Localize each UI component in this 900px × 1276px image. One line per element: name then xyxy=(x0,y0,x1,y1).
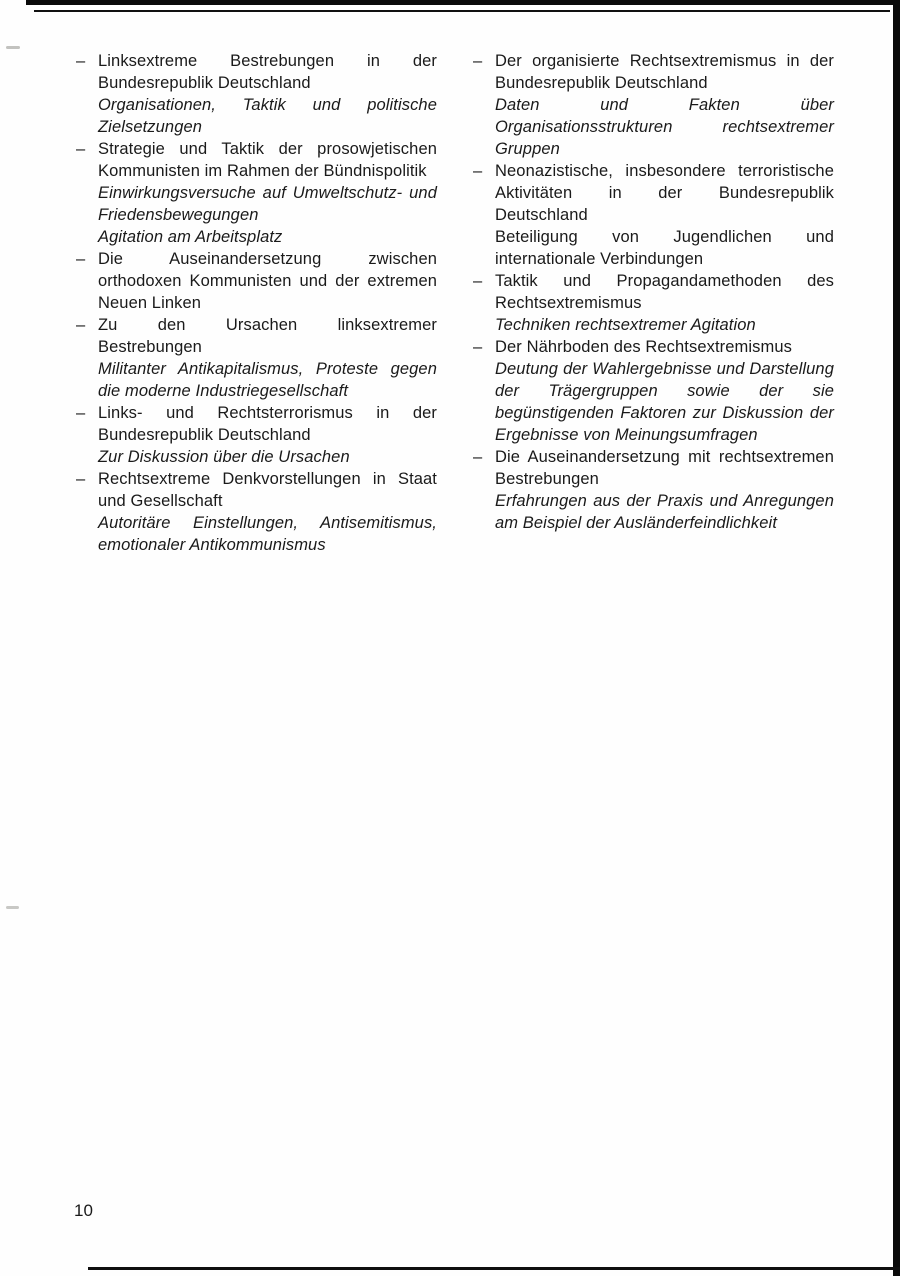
scan-artifact-right-edge xyxy=(893,0,900,1276)
dash-marker: – xyxy=(76,404,86,422)
scan-artifact-top-rule xyxy=(26,0,900,5)
list-item xyxy=(472,446,834,534)
dash-marker: – xyxy=(76,52,86,70)
scan-artifact-bottom-rule xyxy=(88,1267,900,1270)
list-item xyxy=(75,314,437,402)
item-title: Taktik und Propagandamethoden des Rechtsextremismus xyxy=(495,272,834,312)
list-item xyxy=(472,270,834,336)
item-subtitle: Zur Diskussion über die Ursachen xyxy=(98,448,350,466)
item-subtitle: Agitation am Arbeitsplatz xyxy=(98,228,283,246)
item-subtitle: Militanter Antikapitalismus, Proteste gegen die moderne Industriegesellschaft xyxy=(98,360,437,400)
dash-marker: – xyxy=(473,162,483,180)
list-item xyxy=(472,50,834,160)
scan-artifact-top-rule-thin xyxy=(34,10,890,12)
item-title: Neonazistische, insbesondere terroristische Aktivitäten in der Bundesrepublik Deutschland xyxy=(495,162,834,224)
scan-speckle xyxy=(6,906,19,909)
item-subtitle: Erfahrungen aus der Praxis und Anregungen am Beispiel der Ausländerfeindlichkeit xyxy=(495,492,834,532)
list-item xyxy=(75,248,437,314)
left-column xyxy=(75,50,437,556)
item-subtitle: Techniken rechtsextremer Agitation xyxy=(495,316,756,334)
dash-marker: – xyxy=(473,52,483,70)
item-title: Der organisierte Rechtsextremismus in der Bundesrepublik Deutschland xyxy=(495,52,834,92)
item-title: Der Nährboden des Rechtsextremismus xyxy=(495,338,792,356)
item-title: Rechtsextreme Denkvorstellungen in Staat und Gesellschaft xyxy=(98,470,437,510)
list-item xyxy=(75,50,437,138)
list-item xyxy=(472,160,834,270)
item-title: Strategie und Taktik der prosowjetischen Kommunisten im Rahmen der Bündnispolitik xyxy=(98,140,437,180)
item-title: Die Auseinandersetzung mit rechtsextremen Bestrebungen xyxy=(495,448,834,488)
dash-marker: – xyxy=(473,272,483,290)
dash-marker: – xyxy=(76,316,86,334)
dash-marker: – xyxy=(76,140,86,158)
scan-speckle xyxy=(6,46,20,49)
item-subtitle: Daten und Fakten über Organisationsstrukturen rechtsextremer Gruppen xyxy=(495,96,834,158)
item-subtitle: Autoritäre Einstellungen, Antisemitismus, emotionaler Antikommunismus xyxy=(98,514,437,554)
item-subtitle: Deutung der Wahlergebnisse und Darstellung der Trägergruppen sowie der sie begünstigenden Faktoren zur Diskussion der Ergebnisse von Meinungsumfragen xyxy=(495,360,834,444)
item-title: Linksextreme Bestrebungen in der Bundesrepublik Deutschland xyxy=(98,52,437,92)
item-subtitle: Einwirkungsversuche auf Umweltschutz- und Friedensbewegungen xyxy=(98,184,437,224)
right-column xyxy=(472,50,834,556)
list-item xyxy=(472,336,834,446)
page-number: 10 xyxy=(74,1201,94,1220)
item-title: Links- und Rechtsterrorismus in der Bundesrepublik Deutschland xyxy=(98,404,437,444)
item-title: Die Auseinandersetzung zwischen orthodoxen Kommunisten und der extremen Neuen Linken xyxy=(98,250,437,312)
two-column-contents-list xyxy=(75,50,835,556)
dash-marker: – xyxy=(473,338,483,356)
list-item xyxy=(75,138,437,248)
list-item xyxy=(75,468,437,556)
item-subtitle: Organisationen, Taktik und politische Zielsetzungen xyxy=(98,96,437,136)
item-title: Zu den Ursachen linksextremer Bestrebungen xyxy=(98,316,437,356)
dash-marker: – xyxy=(473,448,483,466)
dash-marker: – xyxy=(76,250,86,268)
item-note: Beteiligung von Jugendlichen und internationale Verbindungen xyxy=(495,228,834,268)
dash-marker: – xyxy=(76,470,86,488)
list-item xyxy=(75,402,437,468)
